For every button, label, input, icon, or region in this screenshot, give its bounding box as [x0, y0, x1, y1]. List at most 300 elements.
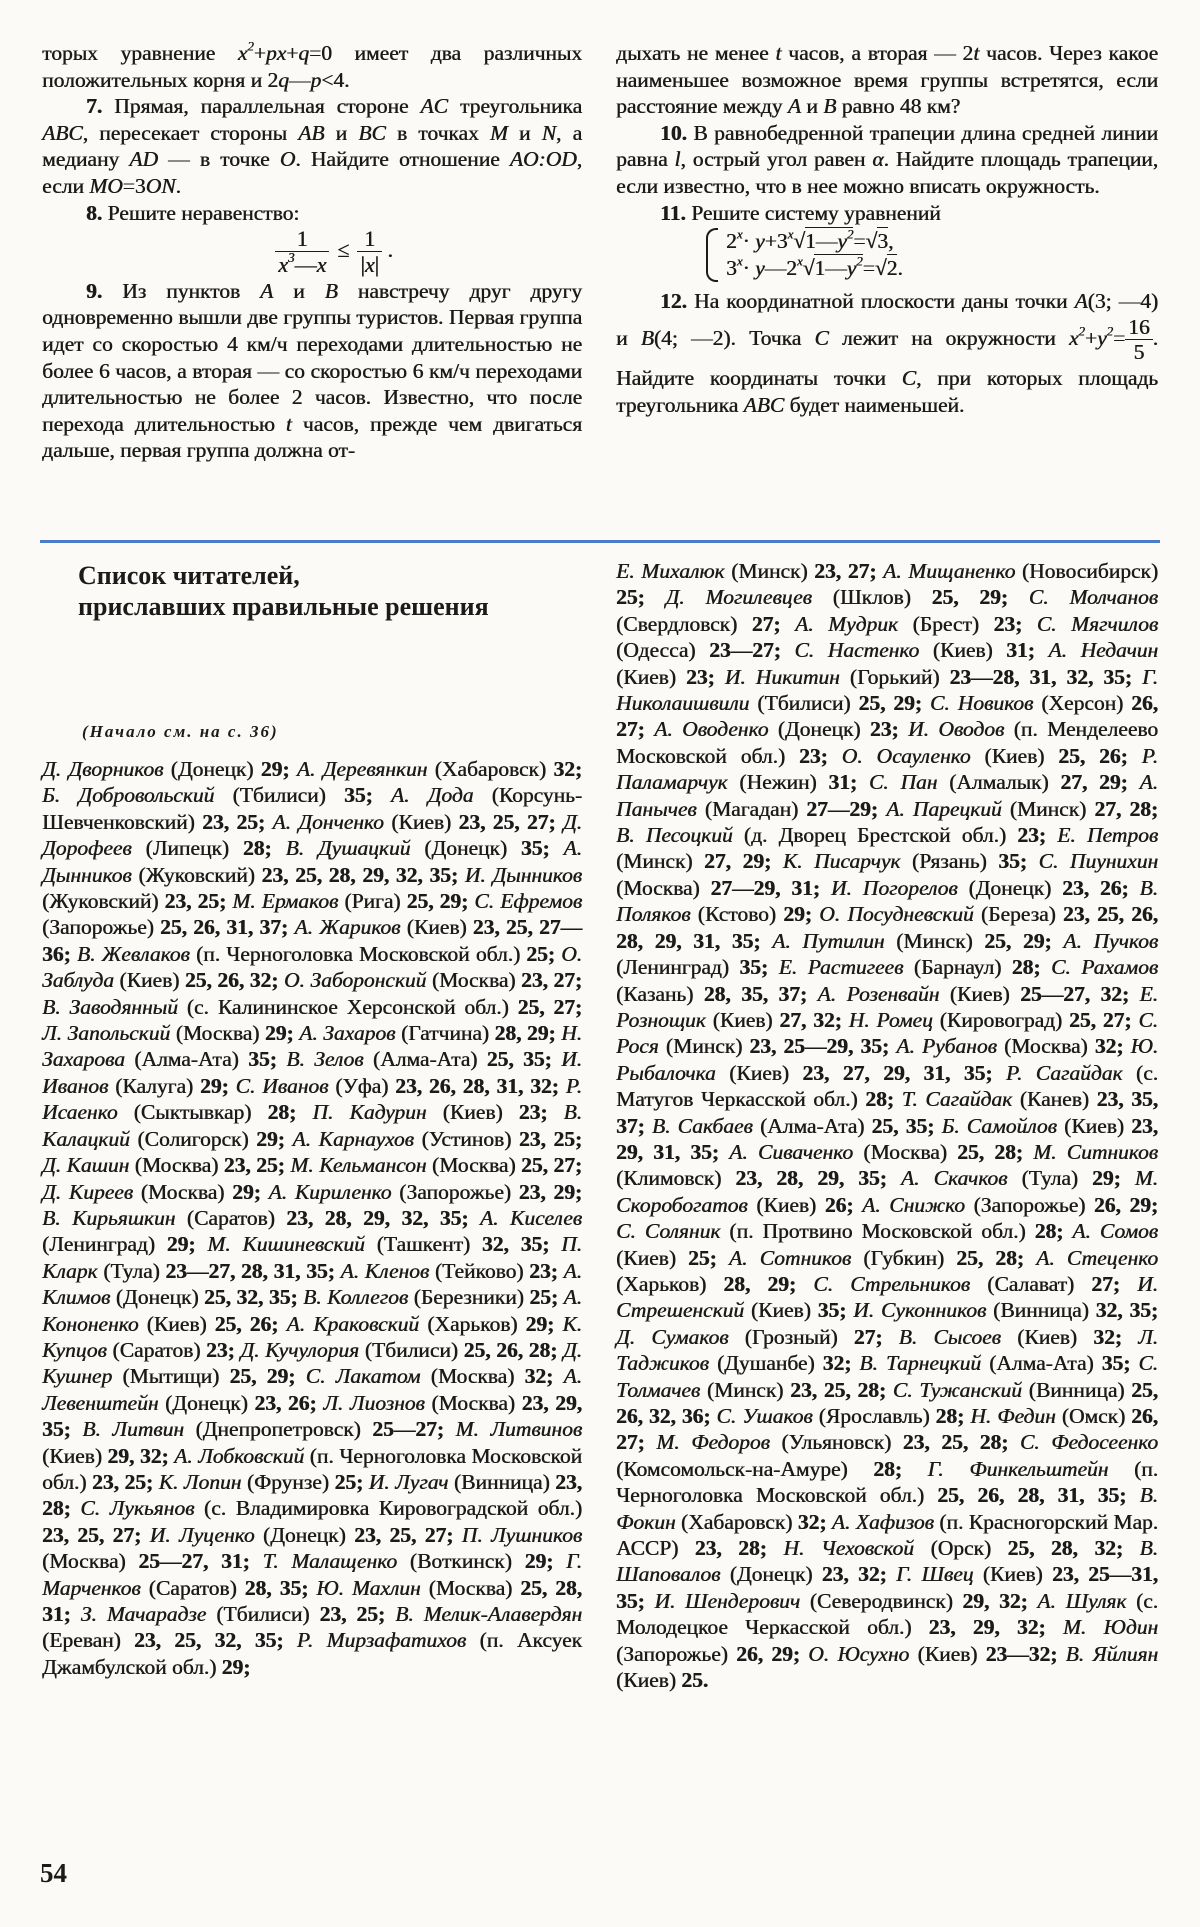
reader-name: А. Кириленко [268, 1179, 392, 1204]
exponent: x [796, 254, 803, 269]
reader-city: (Киев) [146, 1311, 207, 1336]
solved-problems: 23, 35, 37; [616, 1087, 1159, 1138]
text-run: — [288, 67, 311, 92]
solved-problems: 25, 29; [984, 928, 1052, 953]
math-variable: C [814, 325, 829, 350]
reader-entry [207, 1232, 549, 1256]
solved-problems: 25, 26; [1058, 743, 1128, 768]
reader-name: А. Деревянкин [296, 757, 428, 781]
reader-name: А. Донченко [272, 809, 384, 834]
solved-problems: 27; [853, 1324, 883, 1349]
reader-name: С. Иванов [235, 1073, 329, 1098]
square-root [865, 227, 888, 253]
math-variable: y [755, 229, 765, 254]
math-variable: x [364, 252, 375, 278]
solved-problems: 25, 27; [517, 994, 583, 1019]
solved-problems: 25, 26, 28; [463, 1337, 558, 1362]
text-run: + [1084, 325, 1097, 350]
reader-city: (Горький) [849, 664, 940, 689]
problem-paragraph [616, 288, 1158, 418]
readers-list-left [42, 756, 582, 1680]
reader-entry [831, 876, 1129, 900]
reader-city: (Барнаул) [913, 955, 1002, 980]
solved-problems: 29; [783, 902, 812, 927]
reader-city: (Ленинград) [616, 955, 729, 980]
text-run: и [507, 120, 542, 145]
relation-sign: ≤ [337, 237, 350, 262]
math-variable: C [901, 366, 916, 391]
solved-problems: 31; [1006, 638, 1035, 663]
reader-city: (Салават) [987, 1271, 1075, 1296]
reader-name: В. Коллегов [303, 1285, 409, 1310]
reader-city: (Киев) [750, 1298, 811, 1323]
reader-name: П. Кларк [42, 1232, 583, 1283]
reader-entry [654, 717, 898, 741]
reader-name: А. Лобковский [174, 1443, 305, 1468]
reader-city: (Тейково) [434, 1258, 524, 1283]
reader-entry [899, 1325, 1122, 1349]
problem-number: 9. [86, 278, 103, 303]
text-run: + [286, 41, 299, 65]
reader-name: А. Климов [42, 1258, 582, 1310]
solved-problems: 35; [1101, 1351, 1131, 1376]
reader-city: (Тбилиси) [232, 783, 326, 808]
reader-name: Е. Растигеев [778, 955, 904, 980]
reader-city: (Ереван) [42, 1628, 121, 1653]
solved-problems: 25, 26, 28, 31, 35; [937, 1483, 1127, 1508]
solved-problems: 25; [526, 941, 555, 966]
reader-city: (Москва) [428, 1575, 513, 1600]
solved-problems: 35; [998, 849, 1027, 874]
reader-entry [312, 1100, 547, 1124]
reader-city: (Рязань) [911, 849, 987, 874]
reader-name: В. Зелов [286, 1047, 364, 1072]
text-run: 16 [1128, 314, 1150, 339]
solved-problems: 28; [242, 836, 272, 861]
reader-city: (Киев) [616, 1245, 676, 1270]
solved-problems: 29; [221, 1654, 251, 1679]
reader-name: А. Захаров [299, 1021, 396, 1046]
reader-city: (Киев) [406, 915, 467, 940]
problem-number: 12. [660, 289, 687, 314]
solved-problems: 35; [343, 783, 373, 808]
reader-city: (Киев) [917, 1641, 978, 1666]
solved-problems: 28; [267, 1100, 297, 1125]
reader-entry [772, 929, 1051, 953]
reader-name: С. Рахамов [1050, 955, 1159, 980]
solved-problems: 25, 29; [406, 889, 469, 914]
fraction [357, 226, 382, 278]
reader-city: (Минск) [731, 559, 808, 583]
exponent: 2 [247, 39, 254, 54]
reader-name: О. Посудневский [819, 902, 974, 927]
exponent: x [787, 227, 794, 242]
text-run: В равнобедренной трапеции длина средней линии равна [616, 120, 1158, 172]
reader-name: С. Стрельников [813, 1271, 970, 1296]
text-run: 2 [886, 256, 898, 281]
reader-city: (Запорожье) [616, 1641, 728, 1666]
math-variable: px [265, 41, 287, 65]
readers-list-right [616, 558, 1158, 1693]
reader-name: А. Панычев [616, 770, 1158, 821]
solved-problems: 25; [334, 1469, 364, 1494]
text-run: часов, а вторая — 2 [781, 41, 974, 65]
solved-problems: 29; [1092, 1166, 1121, 1191]
reader-name: С. Новиков [929, 691, 1034, 716]
solved-problems: 28; [1034, 1219, 1064, 1244]
text-run: 5 [1133, 340, 1145, 365]
reader-name: О. Заборонский [283, 968, 427, 993]
reader-entry [263, 1549, 554, 1573]
problems-right-column [616, 40, 1158, 418]
solved-problems: 27, 29; [1060, 770, 1128, 795]
solved-problems: 25; [688, 1245, 717, 1270]
reader-name: М. Юдин [1062, 1615, 1159, 1640]
math-variable: AO:OD [509, 147, 577, 172]
reader-city: (Винница) [993, 1298, 1089, 1323]
solved-problems: 23; [206, 1337, 235, 1362]
text-run: Из пунктов [102, 278, 261, 303]
solved-problems: 25, 26, 32; [184, 968, 279, 993]
square-root [803, 254, 863, 280]
text-run: 3 [726, 256, 737, 281]
solved-problems: 28; [935, 1404, 965, 1428]
exponent: x [736, 227, 743, 242]
solved-problems: 28, 29; [494, 1021, 556, 1046]
text-run: , если [42, 147, 582, 198]
solved-problems: 23, 27, 29, 31, 35; [802, 1060, 993, 1085]
math-variable: t [973, 41, 980, 65]
reader-city: (Тбилиси) [216, 1602, 310, 1626]
reader-city: (Тула) [103, 1258, 160, 1283]
solved-problems: 23, 25; [223, 1153, 285, 1178]
reader-city: (Харьков) [427, 1311, 518, 1336]
heading-line-2: приславших правильные решения [78, 592, 489, 621]
reader-city: (Киев) [616, 664, 676, 689]
solved-problems: 28, 35, 37; [703, 981, 808, 1006]
text-run: 1— [805, 229, 838, 254]
solved-problems: 23, 27; [814, 559, 877, 583]
problem-number: 8. [86, 200, 103, 225]
problem-number: 11. [660, 200, 686, 225]
reader-name: Р. Паламарчук [616, 743, 1158, 795]
solved-problems: 29; [524, 1549, 554, 1574]
reader-entry [666, 585, 1008, 609]
solved-problems: 23, 25; [319, 1602, 386, 1626]
reader-entry [859, 1351, 1130, 1375]
reader-name: Д. Кучулория [240, 1337, 360, 1362]
text-run: =0 имеет два различных положительных корня и 2 [42, 41, 582, 92]
solved-problems: 25, 28; [956, 1245, 1024, 1270]
solved-problems: 29, 32; [107, 1443, 169, 1468]
reader-name: С. Тужанский [892, 1377, 1022, 1402]
reader-city: (Москва) [175, 1021, 260, 1046]
reader-entry [150, 1523, 454, 1547]
solved-problems: 25, 26, 31, 37; [160, 915, 289, 940]
solved-problems: 23, 25, 27; [354, 1522, 454, 1547]
reader-city: (Киев) [729, 1060, 789, 1085]
reader-city: (Солигорск) [137, 1126, 249, 1151]
reader-city: (Алма-Ата) [759, 1113, 865, 1138]
math-variable: ON [145, 173, 176, 198]
problem-paragraph [42, 93, 582, 199]
text-run: . Найдите площадь трапеции, если известно, что в нее можно вписать окружность. [616, 147, 1158, 198]
reader-name: И. Луценко [149, 1522, 255, 1547]
reader-city: (Брест) [912, 611, 979, 636]
solved-problems: 32, 35; [481, 1232, 550, 1257]
reader-name: О. Юсухно [808, 1641, 910, 1666]
math-variable: x [1068, 325, 1079, 350]
math-variable: B [823, 94, 837, 119]
solved-problems: 32; [1093, 1324, 1122, 1349]
reader-entry [232, 889, 468, 913]
reader-name: М. Ситников [1033, 1139, 1158, 1164]
text-run: | [374, 252, 379, 278]
text-run: | [360, 252, 365, 278]
text-run: навстречу друг другу одновременно вышли две группы туристов. Первая группа идет со скоростью 4 км/ч переходами длительностью не более 6 часов, а вторая — со скоростью 6 км/ч переходами длительностью не более 2 часов. Известно, что после перехода длительностью [42, 278, 582, 436]
reader-city: (п. Черноголовка Московской обл.) [195, 941, 521, 966]
math-variable: t [285, 411, 292, 436]
reader-city: (Минск) [665, 1034, 743, 1059]
reader-name: И. Никитин [724, 664, 840, 689]
reader-city: (Северодвинск) [809, 1588, 953, 1613]
reader-entry [794, 638, 1035, 662]
reader-city: (Винница) [1028, 1377, 1125, 1402]
reader-name: Н. Чеховской [783, 1536, 914, 1561]
reader-entry [896, 1034, 1123, 1058]
problem-number: 7. [86, 94, 103, 119]
reader-city: (п. Красногорский Мар. АССР) [616, 1509, 1159, 1561]
reader-city: (Донецк) [165, 1390, 248, 1415]
reader-entry [729, 1140, 1023, 1164]
reader-name: С. Рося [616, 1007, 1159, 1059]
reader-name: И. Стрешенский [616, 1271, 1158, 1323]
reader-city: (Запорожье) [42, 915, 154, 940]
text-run: часов. Через какое наименьшее возможное время группы встретятся, если расстояние между [616, 41, 1159, 119]
reader-city: (Свердловск) [616, 611, 738, 636]
reader-city: (Алма-Ата) [372, 1047, 478, 1072]
math-variable: p [310, 67, 322, 92]
reader-name: Ю. Махлин [316, 1575, 421, 1600]
reader-name: В. Шаповалов [616, 1536, 1159, 1587]
solved-problems: 23, 29, 31, 35; [616, 1113, 1158, 1164]
reader-city: (Орск) [930, 1536, 992, 1561]
text-run: — в точке [157, 147, 280, 172]
reader-name: А. Снижко [862, 1192, 965, 1217]
reader-entry [813, 1272, 1120, 1296]
reader-name: В. Мелик-Алавердян [395, 1602, 582, 1626]
reader-city: (Киев) [391, 809, 452, 834]
math-variable: y [846, 256, 857, 281]
reader-city: (Кстово) [697, 902, 776, 927]
reader-name: С. Толмачев [616, 1351, 1159, 1402]
reader-name: Б. Самойлов [941, 1113, 1057, 1138]
reader-name: Д. Могилевцев [665, 585, 812, 610]
reader-city: (Москва) [134, 1153, 219, 1178]
reader-name: М. Скоробогатов [616, 1166, 1159, 1217]
reader-name: И. Оводов [907, 717, 1005, 742]
reader-name: Л. Таджиков [616, 1324, 1159, 1376]
reader-city: (Нежин) [739, 770, 817, 795]
reader-city: (Киев) [756, 1192, 817, 1217]
solved-problems: 23, 25—31, 35; [616, 1562, 1159, 1613]
solved-problems: 32; [524, 1364, 554, 1389]
radicand [887, 254, 898, 280]
fraction [1125, 315, 1153, 365]
reader-name: М. Литвинов [455, 1417, 583, 1442]
reader-city: (Березники) [413, 1285, 524, 1310]
reader-city: (п. Менделеево Московской обл.) [616, 717, 1158, 768]
reader-name: П. Кадурин [312, 1100, 427, 1125]
problem-paragraph [42, 278, 582, 464]
solved-problems: 25, 27; [520, 1153, 582, 1178]
heading-line-1: Список читателей, [78, 561, 300, 590]
math-variable: AB [298, 120, 325, 145]
solved-problems: 23, 28; [42, 1469, 583, 1521]
reader-city: (Гатчина) [400, 1021, 489, 1046]
solved-problems: 23, 25, 28, 29, 32, 35; [261, 862, 459, 887]
solved-problems: 25—27, 31; [138, 1549, 250, 1574]
text-run: в точках [385, 120, 490, 145]
reader-name: С. Пан [868, 770, 938, 795]
solved-problems: 32; [553, 757, 582, 781]
solved-problems: 25—27, 32; [1020, 981, 1130, 1006]
solved-problems: 23, 28, 29, 35; [735, 1166, 887, 1191]
reader-name: В. Яйлиян [1065, 1641, 1158, 1666]
solved-problems: 26, 29; [736, 1641, 800, 1666]
reader-city: (Ленинград) [42, 1232, 155, 1257]
reader-entry [808, 1642, 1057, 1666]
reader-name: А. Сомов [1072, 1219, 1158, 1244]
solved-problems: 23—27; [709, 638, 781, 663]
reader-city: (Минск) [616, 849, 693, 874]
solved-problems: 27, 29; [704, 849, 772, 874]
reader-entry [77, 942, 555, 966]
reader-entry [716, 1404, 964, 1428]
reader-city: (Киев) [119, 968, 180, 993]
reader-name: К. Купцов [42, 1311, 582, 1362]
reader-city: (Сыктывкар) [133, 1100, 252, 1125]
solved-problems: 23, 25—29, 35; [749, 1034, 890, 1059]
solved-problems: 28, 29; [723, 1271, 797, 1296]
solved-problems: 25; [616, 585, 645, 610]
reader-name: А. Парецкий [886, 796, 1002, 821]
reader-city: (Калуга) [115, 1073, 194, 1098]
math-variable: MO [89, 173, 123, 198]
reader-city: (Донецк) [968, 875, 1052, 900]
reader-city: (Тбилиси) [757, 691, 851, 716]
reader-city: (п. Протвино Московской обл.) [729, 1219, 1026, 1244]
reader-city: (Рига) [344, 889, 401, 914]
reader-entry [616, 823, 1046, 847]
reader-name: В. Сысоев [898, 1324, 1001, 1349]
reader-entry [284, 968, 582, 992]
text-run: · [742, 229, 756, 254]
reader-city: (Грозный) [744, 1324, 838, 1349]
reader-name: А. Сиваченко [729, 1139, 854, 1164]
reader-name: Б. Добровольский [42, 783, 215, 808]
equation-row [726, 255, 903, 282]
reader-name: В. Литвин [82, 1417, 184, 1442]
solved-problems: 28; [873, 1456, 902, 1481]
reader-name: Т. Сагайдак [901, 1087, 1013, 1112]
reader-name: Е. Петров [1057, 823, 1159, 848]
reader-entry [849, 1008, 1132, 1032]
reader-name: С. Лакатом [305, 1364, 421, 1389]
solved-problems: 23; [518, 1100, 548, 1125]
reader-name: А. Краковский [286, 1311, 420, 1336]
equation-rows [726, 228, 903, 282]
solved-problems: 23, 25; [91, 1469, 154, 1494]
solved-problems: 23; [685, 664, 715, 689]
solved-problems: 26, 29; [1093, 1192, 1159, 1217]
reader-city: (Тбилиси) [364, 1337, 458, 1362]
reader-entry [82, 1417, 444, 1441]
reader-name: В. Кирьяшкин [42, 1205, 176, 1230]
reader-name: Д. Сумаков [616, 1324, 729, 1349]
text-run: 1— [814, 256, 847, 281]
text-run: равно 48 км? [836, 94, 961, 119]
reader-name: А. Пучков [1063, 928, 1159, 953]
reader-city: (Саратов) [186, 1205, 275, 1230]
reader-city: (Донецк) [170, 757, 254, 781]
math-variable: ABC [42, 120, 83, 145]
reader-name: В. Жевлаков [76, 941, 190, 966]
reader-city: (Киев) [1017, 1324, 1077, 1349]
reader-name: А. Мищаненко [883, 559, 1016, 583]
reader-entry [272, 810, 555, 834]
reader-entry [783, 1536, 1123, 1560]
text-run: =3 [122, 173, 146, 198]
solved-problems: 23; [993, 611, 1023, 636]
reader-name: А. Скачков [900, 1166, 1008, 1191]
reader-name: Р. Сагайдак [1005, 1060, 1123, 1085]
reader-name: А. Хафизов [831, 1509, 934, 1534]
reader-city: (Ульяновск) [781, 1430, 892, 1455]
reader-name: А. Дынников [42, 836, 583, 887]
reader-name: С. Федосеенко [1019, 1430, 1159, 1455]
reader-city: (Киев) [949, 981, 1010, 1006]
reader-name: З. Мачарадзе [80, 1602, 207, 1626]
reader-name: И. Шендерович [654, 1588, 801, 1613]
text-run: . [897, 256, 903, 281]
solved-problems: 25, 35; [871, 1113, 935, 1138]
reader-name: А. Карнаухов [292, 1126, 414, 1151]
solved-problems: 23—27, 28, 31, 35; [165, 1258, 335, 1283]
reader-city: (Ярославль) [818, 1404, 930, 1428]
solved-problems: 29; [232, 1179, 261, 1204]
reader-name: Ю. Рыбалочка [616, 1034, 1159, 1085]
reader-entry [292, 1127, 582, 1151]
reader-name: Н. Захарова [42, 1021, 583, 1072]
reader-city: (Днепропетровск) [195, 1417, 361, 1442]
reader-city: (Хабаровск) [680, 1509, 793, 1534]
solved-problems: 23; [1017, 823, 1046, 848]
solved-problems: 23—32; [985, 1641, 1058, 1666]
solved-problems: 25, 29; [858, 691, 922, 716]
reader-city: (Саратов) [148, 1575, 237, 1600]
solved-problems: 29, 32; [962, 1588, 1028, 1613]
solved-problems: 29; [260, 757, 290, 781]
problem-paragraph [42, 200, 582, 227]
reader-entry [616, 1325, 882, 1349]
reader-name: А. Кононенко [42, 1285, 583, 1336]
reader-city: (с. Калининское Херсонской обл.) [186, 994, 509, 1019]
exponent: 2 [846, 227, 854, 242]
reader-city: (Устинов) [421, 1126, 512, 1151]
solved-problems: 29; [256, 1126, 285, 1151]
exponent: 3 [287, 250, 295, 266]
